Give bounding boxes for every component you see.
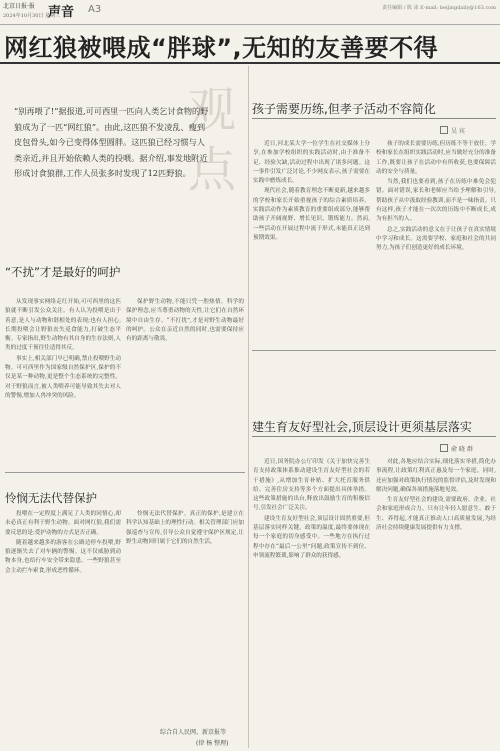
title-underline bbox=[252, 118, 496, 119]
headline-rule bbox=[0, 62, 500, 64]
byline bbox=[440, 444, 473, 453]
page-number: A3 bbox=[88, 4, 102, 15]
issue-date: 2024年10月30日 星期三 bbox=[3, 13, 61, 19]
page-header bbox=[0, 0, 500, 25]
newspaper-brand: 北京日报·报 bbox=[3, 3, 35, 10]
editor-note: (律 杨 整理) bbox=[196, 740, 229, 747]
left-bottom-title: 怜悯无法代替保护 bbox=[5, 491, 97, 505]
paragraph: 投喂在一定程度上满足了人类的同情心,却未必真正有利于野生动物。面对网红狼,我们需要反思的是:爱护动物的方式是否正确。 bbox=[5, 511, 121, 536]
left-section-title: “不扰”才是最好的呵护 bbox=[5, 265, 121, 279]
right-top-col-1 bbox=[253, 140, 370, 325]
right-top-title: 孩子需要历练,但孝子活动不容简化 bbox=[252, 102, 436, 116]
left-col-1 bbox=[5, 298, 121, 468]
author-name: 吴 宾 bbox=[451, 128, 465, 135]
right-top-col-2 bbox=[376, 140, 496, 340]
watermark-char-1: 观 bbox=[188, 82, 237, 138]
source-note: 综合自人民网、新京报等 bbox=[160, 729, 227, 736]
main-headline: 网红狼被喂成“胖球”,无知的友善要不得 bbox=[4, 34, 439, 62]
paragraph: 事实上,相关部门早已明确,禁止投喂野生动物。可可西里作为国家级自然保护区,保护的不仅是某一种动物,更是整个生态系统的完整性。对于野狼而言,被人类喂养可能导致其失去对人的警惕,增加人兽冲突的风险。 bbox=[5, 355, 121, 399]
paragraph: 对此,各地应结合实际,细化落实举措,简化办事流程,让政策红利真正惠及每一个家庭。同时,还应加强对政策执行情况的监督评估,及时发现和解决问题,确保各项措施落地见效。 bbox=[376, 459, 496, 493]
paragraph: 孩子的成长需要历练,但历练不等于放任。学校和家长在组织实践活动时,应当做好充分的准备工作,既要让孩子在活动中有所收获,也要保障活动的安全与质量。 bbox=[376, 141, 496, 175]
left-bottom-col-1 bbox=[5, 510, 121, 735]
paragraph: 近日,河北某大学一位学生在社交媒体上分享,在参加学校组织的实践活动时,由于准备不足、经验欠缺,活动过程中出现了诸多问题。这一事件引发广泛讨论,不少网友表示,孩子需要在实践中磨炼成长。 bbox=[253, 141, 370, 185]
paragraph: 保护野生动物,不能只凭一腔热情。科学的保护理念,应当尊重动物的天性,让它们在自然环境中自由生存。“不打扰”,才是对野生动物最好的呵护。公众在亲近自然的同时,也需要保持应有的距离与敬畏。 bbox=[126, 299, 244, 343]
editor-info: 责任编辑 / 陈 冰 E-mail: beijingdaily@163.com bbox=[382, 5, 496, 11]
paragraph: 近日,国务院办公厅印发《关于加快完善生育支持政策体系推动建设生育友好型社会的若干措施》,从增加生育补贴、扩大托育服务供给、完善住房支持等多个方面提出具体举措。这些政策措施的出台,释放出鼓励生育的积极信号,引发社会广泛关注。 bbox=[253, 459, 370, 512]
paragraph: 怜悯无法代替保护。真正的保护,是建立在科学认知基础上的理性行动。相关管理部门应加强巡查与宣传,引导公众自觉遵守保护区规定,让野生动物回归属于它们的自然生活。 bbox=[126, 511, 244, 545]
left-bottom-col-2 bbox=[126, 510, 244, 720]
left-col-2 bbox=[126, 298, 244, 468]
right-bottom-col-2 bbox=[376, 458, 496, 743]
section-divider bbox=[5, 472, 245, 473]
section-divider bbox=[252, 350, 496, 351]
paragraph: 建设生育友好型社会,顶层设计固然重要,但基层落实同样关键。政策的温度,最终要体现在每一个家庭的切身感受中。一些地方在执行过程中存在“最后一公里”问题,政策宣传不到位、申领流程繁琐,影响了群众的获得感。 bbox=[253, 515, 370, 559]
section-name: 声音 bbox=[48, 5, 75, 20]
author-box-icon bbox=[440, 444, 448, 452]
paragraph: 总之,实践活动的意义在于让孩子在真实情境中学习和成长。这需要学校、家庭和社会的共同努力,为孩子们创造更好的成长环境。 bbox=[376, 226, 496, 252]
right-bottom-title: 建生育友好型社会,顶层设计更须基层落实 bbox=[252, 420, 472, 434]
paragraph: 当然,我们也要看到,孩子在历练中难免会犯错。面对错误,家长和老师应当给予理解和引导,帮助孩子从中汲取经验教训,而不是一味指责。只有这样,孩子才能在一次次的历练中不断成长,成为有担当的人。 bbox=[376, 179, 496, 223]
column-divider bbox=[248, 66, 249, 748]
watermark-char-2: 点 bbox=[188, 142, 237, 198]
title-underline bbox=[252, 436, 496, 437]
paragraph: 从发现事实网络走红开始,可可西里的这匹狼就不断引发公众关注。有人认为投喂是出于善意,是人与动物和谐相处的表现;也有人担心,长期投喂会让野狼丧失觅食能力,打破生态平衡。专家指出,野生动物有其自身的生存法则,人类的过度干预往往适得其反。 bbox=[5, 299, 121, 352]
lead-paragraph: “别再喂了!”据报道,可可西里一匹向人类乞讨食物的野狼成为了一匹“网红狼”。由此,这匹狼不发凌乱、瘦到皮包骨头,如今已变得体型圆胖。这匹狼已经习惯与人类亲近,并且开始依赖人类的投喂。据介绍,事发地附近形成讨食狼群,工作人员张多时发现了12匹野狼。 bbox=[14, 106, 209, 179]
author-name: 俞 晓 群 bbox=[451, 446, 473, 453]
paragraph: 随着越来越多的游客在公路边停车投喂,野狼逐渐失去了对车辆的警惕。这不仅威胁到动物本身,也给行车安全带来隐患。一些野狼甚至会主动拦车索食,形成恶性循环。 bbox=[5, 539, 121, 574]
byline bbox=[440, 126, 465, 135]
author-box-icon bbox=[440, 126, 448, 134]
right-bottom-col-1 bbox=[253, 458, 370, 743]
paragraph: 现代社会,随着教育理念不断更新,越来越多的学校和家长开始重视孩子的综合素质培养。实践活动作为素质教育的重要组成部分,能够帮助孩子开阔视野、增长见识、锻炼能力。然而,一些活动在开展过程中流于形式,未能真正达到预期效果。 bbox=[253, 188, 370, 241]
paragraph: 生育友好型社会的建设,需要政府、企业、社会和家庭形成合力。只有让年轻人愿意生、敢于生、养得起,才能真正推动人口高质量发展,为经济社会持续健康发展提供有力支撑。 bbox=[376, 497, 496, 532]
